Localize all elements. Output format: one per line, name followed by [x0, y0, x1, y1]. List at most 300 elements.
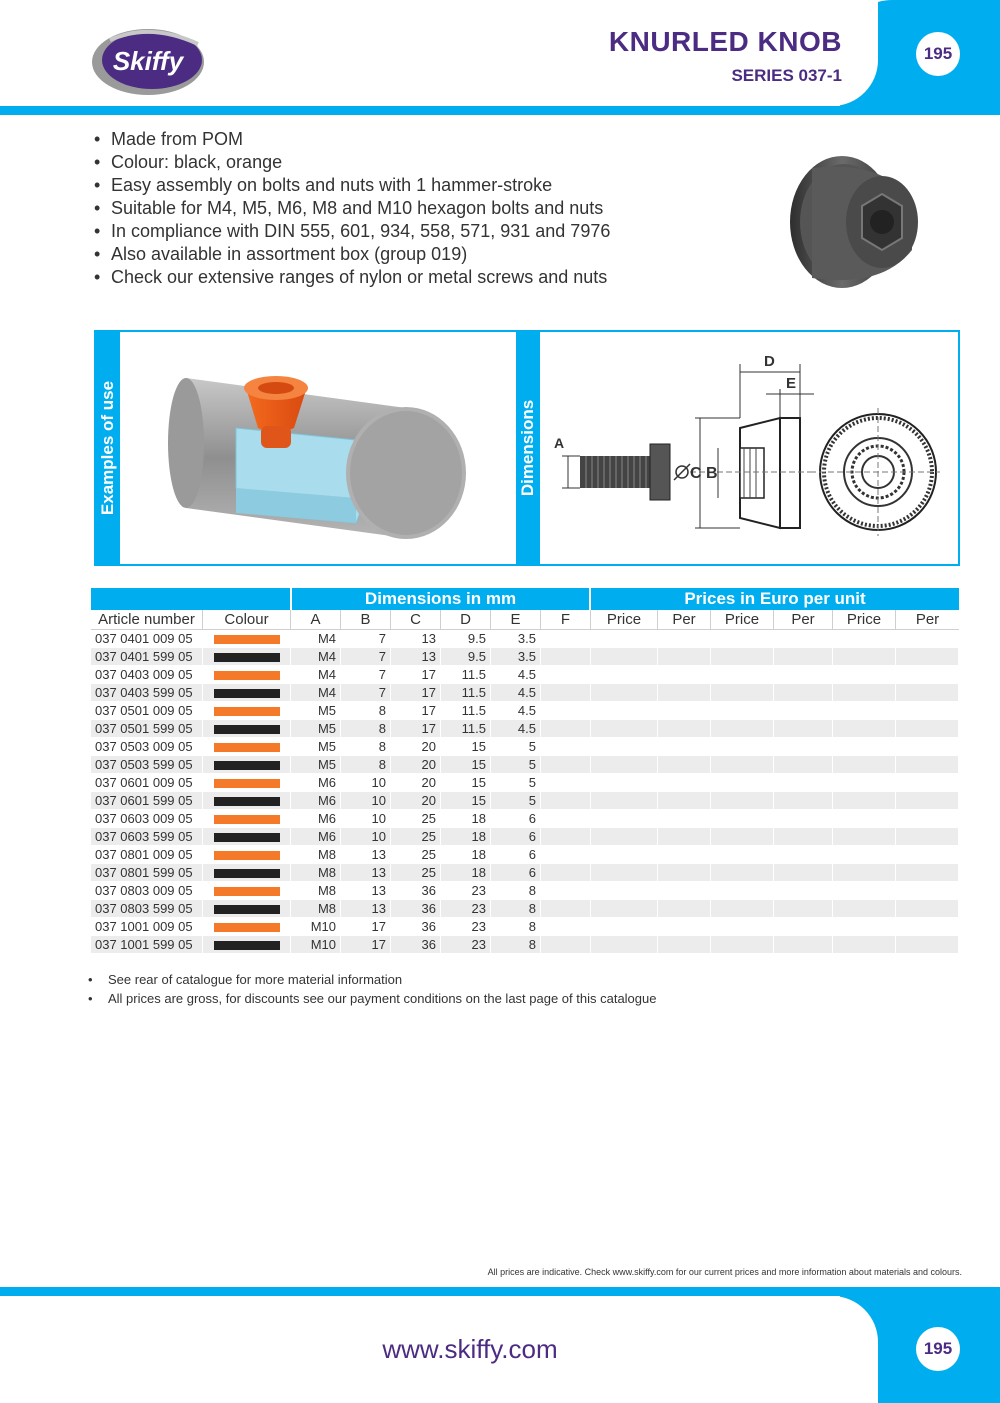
dim-d-cell: 11.5 — [441, 684, 491, 702]
empty-cell — [833, 666, 896, 684]
dim-b-cell: 7 — [341, 630, 391, 648]
empty-cell — [658, 900, 711, 918]
article-number-cell: 037 0603 599 05 — [91, 828, 203, 846]
col-d: D — [441, 610, 491, 630]
dim-e-cell: 5 — [491, 756, 541, 774]
empty-cell — [541, 792, 591, 810]
empty-cell — [591, 648, 658, 666]
empty-cell — [541, 738, 591, 756]
colour-swatch — [214, 941, 280, 950]
dim-a-cell: M6 — [291, 810, 341, 828]
empty-cell — [833, 828, 896, 846]
empty-cell — [833, 846, 896, 864]
empty-cell — [774, 900, 833, 918]
feature-item: • Suitable for M4, M5, M6, M8 and M10 hexagon bolts and nuts — [94, 197, 610, 220]
dim-c-cell: 36 — [391, 918, 441, 936]
empty-cell — [896, 738, 959, 756]
empty-cell — [774, 666, 833, 684]
col-price-2: Price — [711, 610, 774, 630]
empty-cell — [833, 918, 896, 936]
empty-cell — [591, 666, 658, 684]
dim-a-cell: M6 — [291, 792, 341, 810]
empty-cell — [833, 882, 896, 900]
empty-cell — [541, 774, 591, 792]
colour-swatch — [214, 671, 280, 680]
empty-cell — [541, 936, 591, 954]
empty-cell — [658, 738, 711, 756]
empty-cell — [711, 756, 774, 774]
table-row — [91, 648, 959, 666]
article-number-cell: 037 0503 599 05 — [91, 756, 203, 774]
empty-cell — [896, 846, 959, 864]
empty-cell — [896, 720, 959, 738]
dim-d-cell: 23 — [441, 936, 491, 954]
dim-e-cell: 6 — [491, 828, 541, 846]
article-number-cell: 037 0803 009 05 — [91, 882, 203, 900]
colour-cell — [203, 738, 291, 756]
col-b: B — [341, 610, 391, 630]
dim-d-cell: 11.5 — [441, 702, 491, 720]
dim-b-cell: 8 — [341, 702, 391, 720]
column-header-row — [91, 610, 959, 630]
illustration-panel — [94, 330, 960, 566]
empty-cell — [774, 792, 833, 810]
dim-d-cell: 15 — [441, 738, 491, 756]
dim-e-cell: 8 — [491, 918, 541, 936]
dim-e-cell: 8 — [491, 936, 541, 954]
table-row — [91, 810, 959, 828]
colour-cell — [203, 792, 291, 810]
dim-d-cell: 18 — [441, 864, 491, 882]
page-number-top: 195 — [916, 32, 960, 76]
colour-cell — [203, 846, 291, 864]
dim-a-cell: M8 — [291, 864, 341, 882]
empty-cell — [711, 882, 774, 900]
empty-cell — [833, 702, 896, 720]
empty-cell — [591, 720, 658, 738]
dim-c-label: C — [690, 465, 702, 482]
dim-e-cell: 5 — [491, 738, 541, 756]
colour-swatch — [214, 905, 280, 914]
article-number-cell: 037 0403 009 05 — [91, 666, 203, 684]
dim-a-cell: M10 — [291, 936, 341, 954]
col-a: A — [291, 610, 341, 630]
empty-cell — [711, 792, 774, 810]
empty-cell — [591, 900, 658, 918]
colour-swatch — [214, 815, 280, 824]
empty-cell — [658, 756, 711, 774]
dim-e-cell: 3.5 — [491, 648, 541, 666]
empty-cell — [711, 918, 774, 936]
empty-cell — [774, 630, 833, 648]
colour-swatch — [214, 653, 280, 662]
dim-c-cell: 13 — [391, 630, 441, 648]
empty-cell — [833, 936, 896, 954]
empty-cell — [591, 936, 658, 954]
dimensions-drawing-wrapper — [540, 332, 960, 564]
colour-cell — [203, 756, 291, 774]
empty-cell — [774, 810, 833, 828]
table-row — [91, 864, 959, 882]
feature-item: • Easy assembly on bolts and nuts with 1 hammer-stroke — [94, 174, 610, 197]
footer-band — [0, 1287, 1000, 1296]
empty-cell — [711, 720, 774, 738]
dim-c-cell: 25 — [391, 828, 441, 846]
article-number-cell: 037 0601 599 05 — [91, 792, 203, 810]
empty-cell — [658, 666, 711, 684]
product-table — [91, 588, 959, 954]
feature-item: • Also available in assortment box (group 019) — [94, 243, 610, 266]
empty-cell — [591, 864, 658, 882]
dim-b-cell: 7 — [341, 666, 391, 684]
table-row — [91, 756, 959, 774]
colour-cell — [203, 882, 291, 900]
website-link[interactable]: www.skiffy.com — [382, 1334, 558, 1364]
colour-swatch — [214, 707, 280, 716]
table-row — [91, 828, 959, 846]
empty-cell — [541, 756, 591, 774]
empty-cell — [774, 846, 833, 864]
dim-e-cell: 4.5 — [491, 702, 541, 720]
empty-cell — [658, 882, 711, 900]
empty-cell — [591, 630, 658, 648]
empty-cell — [541, 810, 591, 828]
empty-cell — [658, 864, 711, 882]
dim-d-cell: 18 — [441, 828, 491, 846]
empty-cell — [896, 810, 959, 828]
dim-a-cell: M5 — [291, 720, 341, 738]
empty-cell — [591, 702, 658, 720]
colour-cell — [203, 936, 291, 954]
empty-cell — [896, 648, 959, 666]
dim-d-label: D — [764, 353, 775, 370]
colour-swatch — [214, 761, 280, 770]
empty-cell — [541, 846, 591, 864]
dim-e-cell: 8 — [491, 900, 541, 918]
dim-b-cell: 7 — [341, 684, 391, 702]
empty-cell — [541, 666, 591, 684]
dim-d-cell: 11.5 — [441, 720, 491, 738]
empty-cell — [833, 756, 896, 774]
dim-c-cell: 36 — [391, 900, 441, 918]
empty-cell — [896, 756, 959, 774]
empty-cell — [591, 774, 658, 792]
colour-swatch — [214, 851, 280, 860]
dim-c-cell: 13 — [391, 648, 441, 666]
empty-cell — [658, 918, 711, 936]
dim-a-cell: M4 — [291, 666, 341, 684]
dimensions-label: Dimensions — [518, 399, 537, 497]
dim-a-cell: M4 — [291, 684, 341, 702]
empty-cell — [591, 882, 658, 900]
dim-a-cell: M8 — [291, 882, 341, 900]
empty-cell — [711, 648, 774, 666]
empty-cell — [711, 810, 774, 828]
dim-d-cell: 18 — [441, 810, 491, 828]
empty-cell — [541, 918, 591, 936]
table-body — [91, 630, 959, 954]
empty-cell — [833, 792, 896, 810]
dim-a-cell: M10 — [291, 918, 341, 936]
empty-cell — [896, 900, 959, 918]
empty-cell — [833, 648, 896, 666]
article-number-cell: 037 0401 009 05 — [91, 630, 203, 648]
colour-swatch — [214, 833, 280, 842]
dim-c-cell: 17 — [391, 702, 441, 720]
table-row — [91, 720, 959, 738]
colour-cell — [203, 720, 291, 738]
col-per-3: Per — [896, 610, 959, 630]
dim-d-cell: 23 — [441, 918, 491, 936]
article-number-cell: 037 0401 599 05 — [91, 648, 203, 666]
dim-e-cell: 3.5 — [491, 630, 541, 648]
empty-cell — [711, 900, 774, 918]
empty-cell — [591, 846, 658, 864]
series-subtitle: SERIES 037-1 — [731, 66, 842, 85]
dim-d-cell: 11.5 — [441, 666, 491, 684]
empty-cell — [774, 882, 833, 900]
empty-cell — [711, 702, 774, 720]
dim-a-cell: M8 — [291, 846, 341, 864]
empty-cell — [541, 882, 591, 900]
article-number-cell: 037 0803 599 05 — [91, 900, 203, 918]
col-per-1: Per — [658, 610, 711, 630]
colour-cell — [203, 900, 291, 918]
colour-cell — [203, 774, 291, 792]
empty-cell — [541, 630, 591, 648]
dim-c-cell: 17 — [391, 666, 441, 684]
dim-a-label: A — [554, 435, 565, 451]
colour-cell — [203, 828, 291, 846]
feature-list — [94, 128, 610, 289]
empty-cell — [774, 756, 833, 774]
empty-cell — [658, 684, 711, 702]
dim-e-cell: 8 — [491, 882, 541, 900]
empty-cell — [833, 900, 896, 918]
empty-cell — [591, 756, 658, 774]
empty-cell — [541, 828, 591, 846]
dimensions-drawing — [540, 344, 940, 556]
empty-cell — [658, 630, 711, 648]
empty-cell — [541, 684, 591, 702]
empty-cell — [711, 774, 774, 792]
empty-cell — [541, 720, 591, 738]
dim-e-cell: 5 — [491, 792, 541, 810]
dim-e-cell: 4.5 — [491, 720, 541, 738]
dim-d-cell: 15 — [441, 756, 491, 774]
empty-cell — [896, 666, 959, 684]
col-price-3: Price — [833, 610, 896, 630]
dim-d-cell: 18 — [441, 846, 491, 864]
article-number-cell: 037 1001 599 05 — [91, 936, 203, 954]
dim-a-cell: M6 — [291, 828, 341, 846]
table-header-blank — [91, 588, 290, 610]
dim-c-cell: 20 — [391, 792, 441, 810]
dim-e-cell: 5 — [491, 774, 541, 792]
dim-d-cell: 15 — [441, 774, 491, 792]
empty-cell — [774, 864, 833, 882]
dim-b-cell: 13 — [341, 846, 391, 864]
empty-cell — [591, 792, 658, 810]
table-row — [91, 792, 959, 810]
dim-b-cell: 10 — [341, 810, 391, 828]
empty-cell — [774, 684, 833, 702]
empty-cell — [711, 684, 774, 702]
colour-cell — [203, 810, 291, 828]
table-row — [91, 918, 959, 936]
table-row — [91, 774, 959, 792]
dim-c-cell: 25 — [391, 810, 441, 828]
empty-cell — [896, 864, 959, 882]
col-c: C — [391, 610, 441, 630]
empty-cell — [833, 774, 896, 792]
dimensions-sidebar — [516, 332, 540, 564]
empty-cell — [833, 810, 896, 828]
empty-cell — [591, 684, 658, 702]
empty-cell — [833, 720, 896, 738]
empty-cell — [896, 936, 959, 954]
table-row — [91, 936, 959, 954]
empty-cell — [896, 684, 959, 702]
dim-e-cell: 6 — [491, 810, 541, 828]
empty-cell — [896, 702, 959, 720]
empty-cell — [774, 702, 833, 720]
empty-cell — [711, 936, 774, 954]
empty-cell — [711, 828, 774, 846]
colour-swatch — [214, 689, 280, 698]
dim-c-cell: 20 — [391, 738, 441, 756]
dim-b-cell: 17 — [341, 936, 391, 954]
empty-cell — [591, 810, 658, 828]
table-row — [91, 882, 959, 900]
dim-b-cell: 8 — [341, 738, 391, 756]
colour-swatch — [214, 869, 280, 878]
empty-cell — [896, 828, 959, 846]
empty-cell — [711, 864, 774, 882]
empty-cell — [658, 648, 711, 666]
dim-c-cell: 20 — [391, 774, 441, 792]
colour-cell — [203, 702, 291, 720]
notes-list — [88, 970, 656, 1008]
empty-cell — [591, 828, 658, 846]
colour-cell — [203, 918, 291, 936]
colour-swatch — [214, 797, 280, 806]
table-group-header — [91, 588, 959, 610]
dim-b-label: B — [706, 465, 718, 482]
article-number-cell: 037 0801 599 05 — [91, 864, 203, 882]
note-item: • All prices are gross, for discounts see our payment conditions on the last page of this catalogue — [88, 989, 656, 1008]
logo-text: Skiffy — [112, 46, 184, 76]
page-title: KNURLED KNOB — [608, 26, 842, 57]
dim-a-cell: M5 — [291, 702, 341, 720]
article-number-cell: 037 0601 009 05 — [91, 774, 203, 792]
col-per-2: Per — [774, 610, 833, 630]
article-number-cell: 037 0403 599 05 — [91, 684, 203, 702]
empty-cell — [711, 630, 774, 648]
dim-b-cell: 13 — [341, 864, 391, 882]
table-row — [91, 900, 959, 918]
empty-cell — [541, 648, 591, 666]
dim-d-cell: 23 — [441, 882, 491, 900]
empty-cell — [658, 702, 711, 720]
dim-c-cell: 36 — [391, 936, 441, 954]
empty-cell — [658, 828, 711, 846]
empty-cell — [658, 936, 711, 954]
article-number-cell: 037 0501 009 05 — [91, 702, 203, 720]
colour-cell — [203, 648, 291, 666]
empty-cell — [833, 738, 896, 756]
feature-item: • In compliance with DIN 555, 601, 934, 558, 571, 931 and 7976 — [94, 220, 610, 243]
empty-cell — [774, 738, 833, 756]
empty-cell — [658, 720, 711, 738]
col-article-number: Article number — [91, 610, 203, 630]
table-row — [91, 702, 959, 720]
colour-swatch — [214, 635, 280, 644]
empty-cell — [774, 648, 833, 666]
table-row — [91, 630, 959, 648]
dim-c-cell: 25 — [391, 846, 441, 864]
article-number-cell: 037 0603 009 05 — [91, 810, 203, 828]
dim-b-cell: 10 — [341, 774, 391, 792]
price-disclaimer: All prices are indicative. Check www.skiffy.com for our current prices and more information about materials and colours. — [487, 1267, 962, 1277]
table-row — [91, 666, 959, 684]
dim-d-cell: 9.5 — [441, 630, 491, 648]
empty-cell — [774, 720, 833, 738]
empty-cell — [896, 774, 959, 792]
dim-c-cell: 20 — [391, 756, 441, 774]
product-table-grid — [91, 610, 959, 954]
empty-cell — [711, 666, 774, 684]
knurled-knob-product-image — [782, 150, 922, 295]
empty-cell — [774, 918, 833, 936]
example-of-use-illustration — [156, 348, 486, 548]
colour-cell — [203, 684, 291, 702]
table-row — [91, 738, 959, 756]
empty-cell — [658, 846, 711, 864]
dim-b-cell: 17 — [341, 918, 391, 936]
empty-cell — [711, 846, 774, 864]
article-number-cell: 037 0801 009 05 — [91, 846, 203, 864]
examples-label: Examples of use — [98, 380, 117, 516]
table-row — [91, 684, 959, 702]
empty-cell — [833, 864, 896, 882]
empty-cell — [541, 900, 591, 918]
note-item: • See rear of catalogue for more material information — [88, 970, 656, 989]
dim-a-cell: M5 — [291, 756, 341, 774]
col-f: F — [541, 610, 591, 630]
group-prices-header: Prices in Euro per unit — [591, 588, 959, 610]
group-dimensions-header: Dimensions in mm — [292, 588, 589, 610]
dim-a-cell: M6 — [291, 774, 341, 792]
dim-c-cell: 25 — [391, 864, 441, 882]
col-price-1: Price — [591, 610, 658, 630]
col-e: E — [491, 610, 541, 630]
empty-cell — [658, 774, 711, 792]
dim-a-cell: M5 — [291, 738, 341, 756]
feature-item: • Made from POM — [94, 128, 610, 151]
colour-swatch — [214, 887, 280, 896]
empty-cell — [833, 684, 896, 702]
feature-item: • Check our extensive ranges of nylon or metal screws and nuts — [94, 266, 610, 289]
dim-d-cell: 9.5 — [441, 648, 491, 666]
colour-swatch — [214, 725, 280, 734]
dim-c-cell: 17 — [391, 684, 441, 702]
empty-cell — [896, 630, 959, 648]
dim-e-cell: 6 — [491, 864, 541, 882]
dim-b-cell: 8 — [341, 756, 391, 774]
dim-b-cell: 7 — [341, 648, 391, 666]
colour-swatch — [214, 779, 280, 788]
